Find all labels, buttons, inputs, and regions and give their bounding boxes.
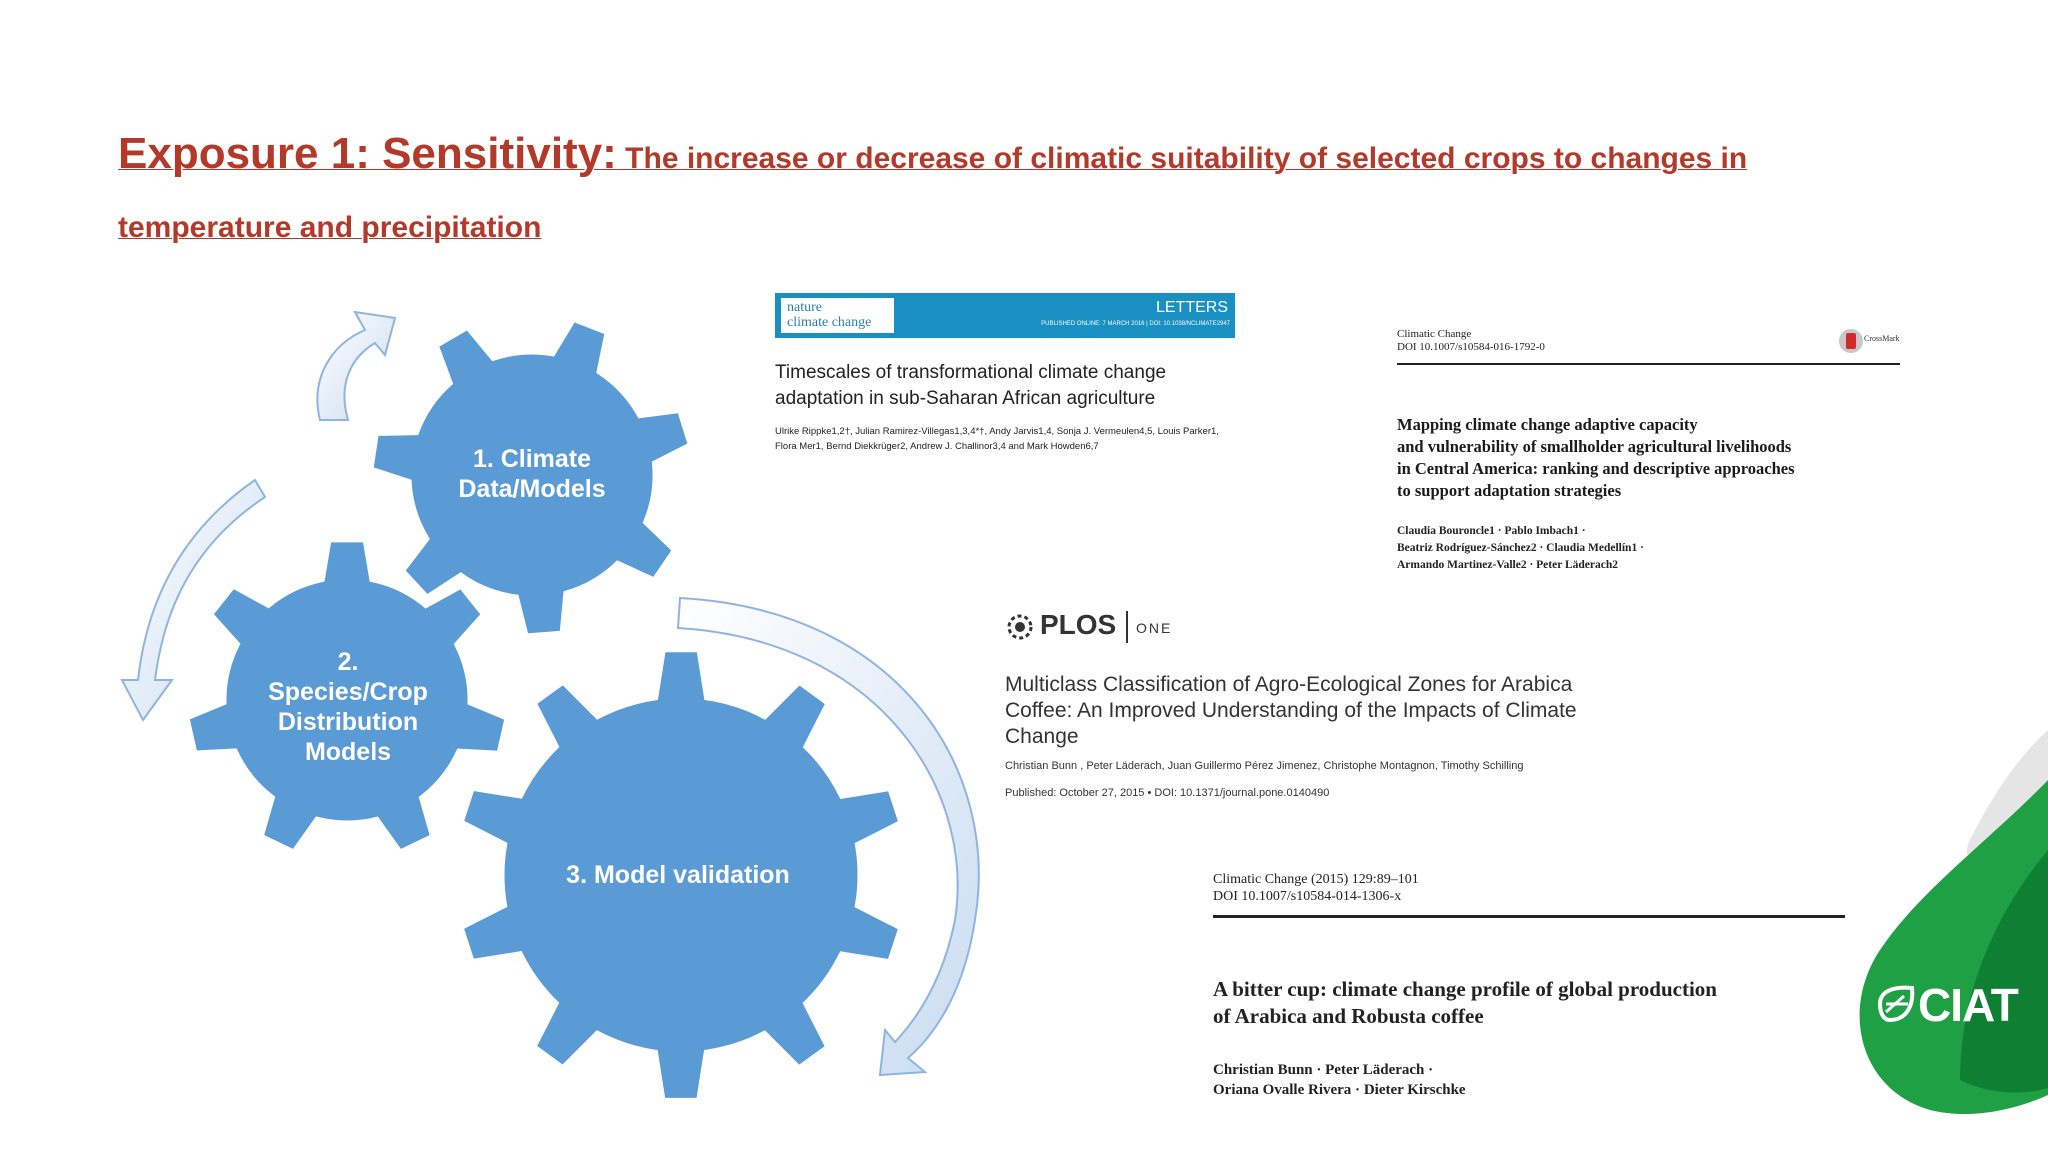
gear-2-label-line1: 2. — [337, 648, 359, 676]
gear-3-label — [528, 860, 828, 890]
gear-2-label-line4: Models — [304, 738, 392, 766]
gear-2-label-line3: Distribution — [277, 708, 419, 736]
cc2-journal: Climatic Change (2015) 129:89–101 — [1213, 872, 1419, 887]
cc1-divider — [1397, 363, 1900, 365]
plos-gear-icon — [1004, 611, 1036, 643]
gear-2-label-line2: Species/Crop — [268, 678, 428, 706]
nature-paper-title — [775, 360, 1275, 412]
nature-logo — [780, 297, 895, 334]
gears-diagram — [0, 0, 1000, 1152]
title-main: Exposure 1: Sensitivity: — [118, 129, 617, 178]
cc1-title-line1: Mapping climate change adaptive capacity — [1397, 415, 1698, 434]
gear-1-label-line2: Data/Models — [458, 475, 606, 503]
cc2-divider — [1213, 915, 1845, 918]
cc2-doi: DOI 10.1007/s10584-014-1306-x — [1213, 889, 1402, 904]
ciat-leaf-icon — [1876, 984, 1918, 1024]
cc1-doi: DOI 10.1007/s10584-016-1792-0 — [1397, 341, 1545, 353]
nature-authors-line2: Flora Mer1, Bernd Diekkrüger2, Andrew J. Challinor3,4 and Mark Howden6,7 — [775, 441, 1099, 452]
nature-published: PUBLISHED ONLINE: 7 MARCH 2016 | DOI: 10.1038/NCLIMATE2947 — [1041, 321, 1230, 327]
plos-paper-title — [1005, 672, 1655, 750]
nature-logo-line2: climate change — [787, 315, 872, 330]
cc2-authors — [1213, 1060, 1813, 1100]
cc2-authors-line1: Christian Bunn · Peter Läderach · — [1213, 1062, 1434, 1078]
nature-authors — [775, 424, 1255, 454]
nature-logo-line1: nature — [787, 300, 822, 315]
plos-title-line1: Multiclass Classification of Agro-Ecological Zones for Arabica — [1005, 673, 1573, 696]
cc2-authors-line2: Oriana Ovalle Rivera · Dieter Kirschke — [1213, 1082, 1466, 1098]
cc1-authors — [1397, 523, 1877, 574]
cc1-authors-line1: Claudia Bouroncle1 · Pablo Imbach1 · — [1397, 525, 1586, 537]
cc1-authors-line3: Armando Martinez-Valle2 · Peter Läderach2 — [1397, 559, 1619, 571]
plos-title-line2: Coffee: An Improved Understanding of the Impacts of Climate — [1005, 699, 1577, 722]
cc2-paper-title — [1213, 976, 1853, 1030]
gear-2-label — [248, 647, 448, 767]
gear-3-label-line1: 3. Model validation — [566, 861, 790, 889]
plos-one-label: ONE — [1136, 620, 1173, 636]
ciat-leaf-logo — [1840, 690, 2048, 1152]
cc1-title-line4: to support adaptation strategies — [1397, 481, 1622, 500]
cc1-journal: Climatic Change — [1397, 328, 1472, 340]
cc2-title-line2: of Arabica and Robusta coffee — [1213, 1004, 1484, 1028]
gear-1-label — [432, 444, 632, 504]
cc2-header — [1213, 871, 1419, 905]
gear-1-label-line1: 1. Climate — [472, 445, 592, 473]
plos-logo: PLOS — [1040, 609, 1117, 640]
cc1-header — [1397, 328, 1545, 354]
crossmark-label: CrossMark — [1864, 334, 1900, 343]
nature-authors-line1: Ulrike Rippke1,2†, Julian Ramirez-Villegas1,3,4*†, Andy Jarvis1,4, Sonja J. Vermeulen4,5, Louis Parker1, — [775, 426, 1219, 437]
plos-published: Published: October 27, 2015 • DOI: 10.1371/journal.pone.0140490 — [1005, 787, 1330, 799]
plos-title-line3: Change — [1005, 725, 1079, 748]
cycle-arrow-top — [317, 312, 395, 420]
plos-separator — [1126, 611, 1128, 643]
cc1-title-line3: in Central America: ranking and descriptive approaches — [1397, 459, 1795, 478]
cc1-title-line2: and vulnerability of smallholder agricultural livelihoods — [1397, 437, 1792, 456]
title-description: The increase or decrease of climatic suitability of selected crops to changes in temperature and precipitation — [118, 142, 1748, 244]
cc2-title-line1: A bitter cup: climate change profile of global production — [1213, 977, 1717, 1001]
cc1-paper-title — [1397, 414, 1897, 502]
nature-title-line2: adaptation in sub-Saharan African agriculture — [775, 388, 1156, 409]
cc1-authors-line2: Beatriz Rodríguez-Sánchez2 · Claudia Medellín1 · — [1397, 542, 1644, 554]
ciat-logo-text: CIAT — [1918, 979, 2018, 1031]
nature-section: LETTERS — [1155, 299, 1228, 316]
nature-title-line1: Timescales of transformational climate change — [775, 362, 1167, 383]
crossmark-icon — [1838, 328, 1864, 354]
plos-authors: Christian Bunn , Peter Läderach, Juan Guillermo Pérez Jimenez, Christophe Montagnon, Timothy Schilling — [1005, 760, 1524, 772]
